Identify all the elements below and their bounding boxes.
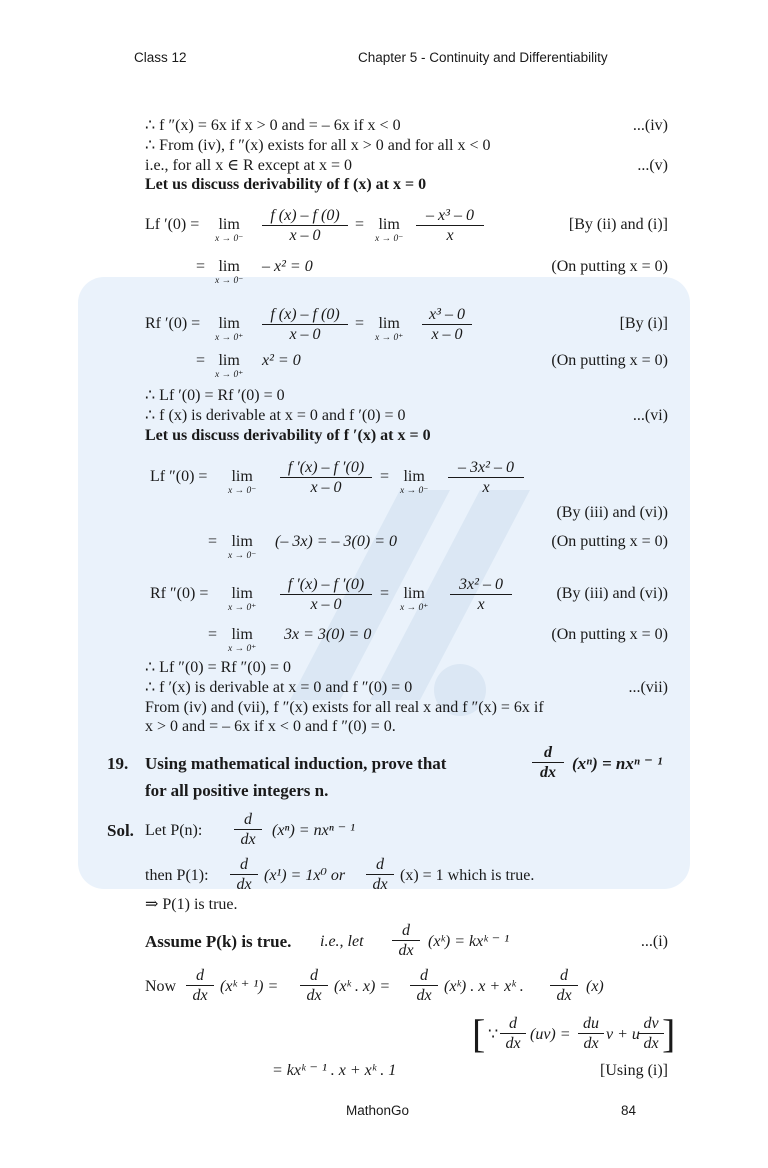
fraction-d-dx: $\frac{d}{dx}$ — [500, 1014, 526, 1054]
question-number: 19. — [107, 754, 129, 773]
fraction-d-dx: $\frac{d}{dx}$ — [532, 743, 564, 783]
assume-ie: i.e., let — [320, 933, 364, 950]
v-plus-u: v + u — [606, 1026, 640, 1043]
lim-left: lim x → 0⁻ — [400, 468, 429, 496]
tag-on-putting: (On putting x = 0) — [551, 626, 668, 643]
heading-derivability-f: Let us discuss derivability of f (x) at x = 0 — [145, 176, 427, 193]
tag-by-iii-vi: (By (iii) and (vi)) — [556, 585, 668, 602]
fraction-d-dx: $\frac{d}{dx}$ — [550, 966, 578, 1006]
tag-v: ...(v) — [637, 157, 668, 174]
tag-by-iii-vi: (By (iii) and (vi)) — [556, 504, 668, 521]
fraction-d-dx: $\frac{d}{dx}$ — [186, 966, 214, 1006]
fraction-3x2: $\frac{\text{3x² – 0}}{x}$ — [450, 575, 512, 615]
header-class: Class 12 — [134, 50, 187, 65]
question-expression: (xⁿ) = nxⁿ ⁻ ¹ — [572, 754, 663, 773]
footer-brand: MathonGo — [346, 1103, 410, 1118]
fraction-fprime-diff: $\frac{f '(x) - f '(0)}{x - 0}$ — [280, 575, 372, 615]
rf-result: x² = 0 — [262, 352, 301, 369]
fraction-d-dx: $\frac{d}{dx}$ — [366, 855, 394, 895]
bracket-right: ] — [662, 1011, 676, 1056]
line-fdd-value: ∴ f ″(x) = 6x if x > 0 and = – 6x if x < 0 — [145, 117, 401, 134]
fraction-f-diff: $\frac{f (x) - f (0)}{x - 0}$ — [262, 305, 348, 345]
rf2-result: 3x = 3(0) = 0 — [284, 626, 372, 643]
lim-right: lim x → 0⁺ — [400, 585, 429, 613]
fraction-neg-x3: $\frac{\text{– x³ – 0}}{x}$ — [416, 206, 484, 246]
now-part-d: (x) — [586, 978, 604, 995]
equals-sign: = — [355, 216, 365, 233]
fraction-fprime-diff: $\frac{f '(x) - f '(0)}{x - 0}$ — [280, 458, 372, 498]
now-part-b: (xᵏ . x) = — [334, 978, 391, 995]
header-chapter: Chapter 5 - Continuity and Differentiability — [358, 50, 608, 65]
fraction-f-diff: $\frac{f (x) - f (0)}{x - 0}$ — [262, 206, 348, 246]
uv-equals: (uv) = — [530, 1026, 571, 1043]
fraction-d-dx: $\frac{d}{dx}$ — [230, 855, 258, 895]
fraction-d-dx: $\frac{d}{dx}$ — [234, 810, 262, 850]
solution-label: Sol. — [107, 821, 134, 840]
lf2-label: Lf ″(0) = — [150, 468, 208, 485]
fraction-d-dx: $\frac{d}{dx}$ — [392, 921, 420, 961]
line-lf2-equals-rf2: ∴ Lf ″(0) = Rf ″(0) = 0 — [145, 659, 291, 676]
lim-right: lim x → 0⁺ — [228, 626, 257, 654]
fraction-du-dx: $\frac{du}{dx}$ — [578, 1014, 604, 1054]
equals-sign: = — [196, 258, 206, 275]
equals-sign: = — [380, 585, 390, 602]
p1-true: ⇒ P(1) is true. — [145, 896, 238, 913]
line-except: i.e., for all x ∈ R except at x = 0 — [145, 157, 353, 174]
footer-page-number: 84 — [621, 1103, 637, 1118]
fraction-neg-3x2: $\frac{\text{– 3x² – 0}}{x}$ — [448, 458, 524, 498]
lf2-result: (– 3x) = – 3(0) = 0 — [275, 533, 398, 550]
fraction-d-dx: $\frac{d}{dx}$ — [300, 966, 328, 1006]
tag-using-i: [Using (i)] — [600, 1062, 668, 1079]
tag-iv: ...(iv) — [632, 117, 668, 134]
tag-vi: ...(vi) — [632, 407, 668, 424]
pn-expression: (xⁿ) = nxⁿ ⁻ ¹ — [272, 822, 355, 839]
tag-vii: ...(vii) — [628, 679, 668, 696]
assume-pk: Assume P(k) is true. — [145, 932, 292, 951]
now-part-c: (xᵏ) . x + xᵏ . — [444, 978, 524, 995]
tag-i: ...(i) — [640, 933, 668, 950]
question-line-2: for all positive integers n. — [145, 781, 329, 800]
assume-expression: (xᵏ) = kxᵏ ⁻ ¹ — [428, 933, 509, 950]
lim-left: lim x → 0⁻ — [228, 468, 257, 496]
lim-right: lim x → 0⁺ — [215, 352, 244, 380]
p1-label: then P(1): — [145, 867, 209, 884]
equals-sign: = — [196, 352, 206, 369]
p1-middle: (x¹) = 1x⁰ or — [264, 867, 346, 884]
now-label: Now — [145, 978, 177, 995]
line-f-derivable: ∴ f (x) is derivable at x = 0 and f ′(0) = 0 — [145, 407, 406, 424]
p1-result: (x) = 1 which is true. — [400, 867, 535, 884]
bracket-left: [ — [472, 1011, 486, 1056]
question-text: Using mathematical induction, prove that — [145, 754, 447, 773]
tag-on-putting: (On putting x = 0) — [551, 352, 668, 369]
line-exists: ∴ From (iv), f ″(x) exists for all x > 0 and for all x < 0 — [145, 137, 491, 154]
fraction-dv-dx: $\frac{dv}{dx}$ — [638, 1014, 664, 1054]
because-icon: ∵ — [488, 1026, 499, 1043]
lim-right: lim x → 0⁺ — [228, 585, 257, 613]
lim-right: lim x → 0⁺ — [215, 315, 244, 343]
tag-by-ii-i: [By (ii) and (i)] — [568, 216, 668, 233]
equals-sign: = — [208, 533, 218, 550]
line-conclusion-2: x > 0 and = – 6x if x < 0 and f ″(0) = 0. — [145, 718, 396, 735]
heading-derivability-fprime: Let us discuss derivability of f ′(x) at x = 0 — [145, 427, 431, 444]
lim-left: lim x → 0⁻ — [375, 216, 404, 244]
final-line: = kxᵏ ⁻ ¹ . x + xᵏ . 1 — [272, 1062, 397, 1079]
tag-on-putting: (On putting x = 0) — [551, 258, 668, 275]
fraction-x3: $\frac{\text{x³ – 0}}{x - 0}$ — [422, 305, 472, 345]
fraction-d-dx: $\frac{d}{dx}$ — [410, 966, 438, 1006]
equals-sign: = — [355, 315, 365, 332]
lim-left: lim x → 0⁻ — [215, 216, 244, 244]
line-conclusion-1: From (iv) and (vii), f ″(x) exists for all real x and f ″(x) = 6x if — [145, 699, 544, 716]
rf2-label: Rf ″(0) = — [150, 585, 209, 602]
rf-label: Rf ′(0) = — [145, 315, 201, 332]
equals-sign: = — [380, 468, 390, 485]
tag-on-putting: (On putting x = 0) — [551, 533, 668, 550]
lf-label: Lf ′(0) = — [145, 216, 200, 233]
lim-left: lim x → 0⁻ — [228, 533, 257, 561]
line-fprime-derivable: ∴ f ′(x) is derivable at x = 0 and f ″(0) = 0 — [145, 679, 413, 696]
tag-by-i: [By (i)] — [619, 315, 668, 332]
lim-right: lim x → 0⁺ — [375, 315, 404, 343]
pn-label: Let P(n): — [145, 822, 203, 839]
now-part-a: (xᵏ ⁺ ¹) = — [220, 978, 279, 995]
equals-sign: = — [208, 626, 218, 643]
lf-result: – x² = 0 — [262, 258, 313, 275]
line-lf-equals-rf: ∴ Lf ′(0) = Rf ′(0) = 0 — [145, 387, 285, 404]
lim-left: lim x → 0⁻ — [215, 258, 244, 286]
